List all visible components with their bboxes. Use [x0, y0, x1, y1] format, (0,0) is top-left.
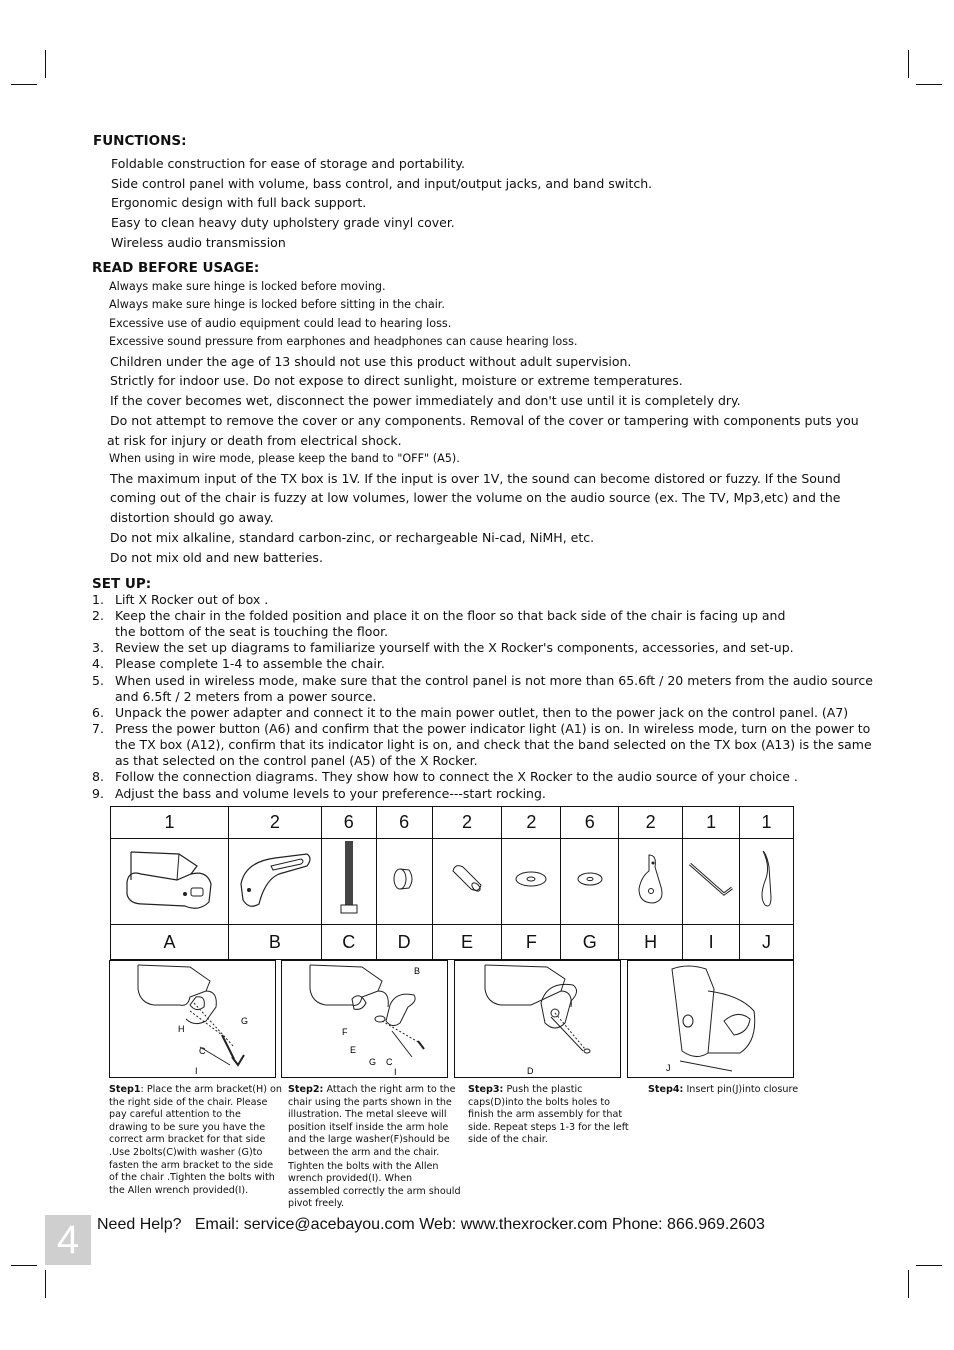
- setup-step-text: and 6.5ft / 2 meters from a power source.: [115, 689, 377, 704]
- part-quantity: 6: [561, 807, 619, 839]
- step4-illustration: [628, 961, 793, 1077]
- diagram-label: D: [527, 1066, 534, 1076]
- step4-diagram: [627, 960, 794, 1078]
- diagram-label: G: [241, 1016, 249, 1026]
- part-f-large-washer-illustration: [502, 839, 561, 925]
- setup-step-number: 9.: [92, 786, 104, 801]
- functions-item: Easy to clean heavy duty upholstery grade vinyl cover.: [111, 215, 455, 230]
- step1-illustration: [110, 961, 275, 1077]
- warning-item: Always make sure hinge is locked before moving.: [109, 280, 386, 293]
- setup-step-text: the bottom of the seat is touching the floor.: [115, 624, 389, 639]
- crop-mark: [45, 1270, 46, 1298]
- crop-mark: [916, 1265, 942, 1266]
- functions-item: Foldable construction for ease of storage and portability.: [111, 156, 466, 171]
- plastic-cap-icon: [389, 864, 419, 894]
- setup-step-number: 2.: [92, 608, 104, 623]
- caption-text: Tighten the bolts with the Allen wrench provided(I). When assembled correctly the arm should pivot freely.: [288, 1160, 461, 1210]
- setup-step-text: Adjust the bass and volume levels to your preference---start rocking.: [115, 786, 546, 801]
- crop-mark: [11, 84, 37, 85]
- setup-step-number: 5.: [92, 673, 104, 688]
- part-quantity: 2: [432, 807, 502, 839]
- allen-wrench-icon: [686, 854, 736, 904]
- step1-caption: [109, 1084, 282, 1197]
- warning-item: When using in wire mode, please keep the band to "OFF" (A5).: [109, 452, 460, 465]
- functions-title: FUNCTIONS:: [93, 133, 187, 149]
- setup-step-number: 3.: [92, 640, 104, 655]
- washer-icon: [575, 870, 605, 888]
- page-number: 4: [45, 1215, 91, 1265]
- part-letter: F: [502, 925, 561, 960]
- part-letter: B: [228, 925, 321, 960]
- part-quantity: 1: [740, 807, 794, 839]
- warning-item: distortion should go away.: [110, 510, 274, 525]
- help-label: Need Help?: [97, 1216, 182, 1233]
- large-washer-icon: [513, 869, 549, 889]
- step2-illustration: [282, 961, 447, 1077]
- diagram-label: B: [414, 966, 421, 976]
- parts-illustration-row: [111, 839, 794, 925]
- crop-mark: [45, 50, 46, 78]
- part-letter: J: [740, 925, 794, 960]
- part-letter: C: [321, 925, 376, 960]
- part-letter: I: [683, 925, 740, 960]
- caption-text: Attach the right arm to the chair using the parts shown in the illustration. The metal sleeve will position itself inside the arm hole and the large washer(F)should be between the arm and the chair.: [288, 1084, 456, 1158]
- functions-item: Side control panel with volume, bass control, and input/output jacks, and band switch.: [111, 176, 653, 191]
- crop-mark: [11, 1265, 37, 1266]
- functions-item: Wireless audio transmission: [111, 235, 286, 250]
- caption-text: Push the plastic caps(D)into the bolts holes to finish the arm assembly for that side. Repeat steps 1-3 for the left side of the chair.: [468, 1084, 629, 1146]
- part-quantity: 2: [502, 807, 561, 839]
- step3-caption: [468, 1084, 638, 1147]
- part-letter: H: [619, 925, 683, 960]
- part-letter: D: [376, 925, 432, 960]
- warning-item: coming out of the chair is fuzzy at low volumes, lower the volume on the audio source (ex. The TV, Mp3,etc) and the: [110, 490, 841, 505]
- email-address[interactable]: service@acebayou.com: [243, 1216, 415, 1233]
- diagram-label: I: [394, 1067, 397, 1077]
- diagram-label: E: [350, 1045, 357, 1055]
- part-quantity: 2: [228, 807, 321, 839]
- warning-item: Children under the age of 13 should not use this product without adult supervision.: [110, 354, 632, 369]
- crop-mark: [908, 1270, 909, 1298]
- part-g-washer-illustration: [561, 839, 619, 925]
- metal-sleeve-icon: [447, 861, 487, 897]
- warning-item: If the cover becomes wet, disconnect the power immediately and don't use until it is completely dry.: [110, 393, 741, 408]
- bolt-icon: [337, 839, 361, 919]
- part-h-bracket-illustration: [619, 839, 683, 925]
- diagram-label: F: [342, 1027, 348, 1037]
- step3-illustration: [455, 961, 620, 1077]
- part-c-bolt-illustration: [321, 839, 376, 925]
- diagram-label: H: [178, 1024, 185, 1034]
- arm-bracket-icon: [631, 851, 671, 907]
- diagram-label: I: [195, 1066, 198, 1076]
- chair-base-icon: [119, 844, 219, 914]
- part-e-sleeve-illustration: [432, 839, 502, 925]
- pin-icon: [755, 847, 779, 911]
- part-quantity: 1: [111, 807, 229, 839]
- setup-step-number: 1.: [92, 592, 104, 607]
- step3-diagram: [454, 960, 621, 1078]
- diagram-label: C: [386, 1057, 393, 1067]
- read-before-title: READ BEFORE USAGE:: [92, 260, 260, 276]
- warning-item: The maximum input of the TX box is 1V. If the input is over 1V, the sound can become distored or fuzzy. If the Sound: [110, 471, 841, 486]
- diagram-label: J: [666, 1063, 671, 1073]
- setup-title: SET UP:: [92, 576, 152, 592]
- setup-step-text: as that selected on the control panel (A5) of the X Rocker.: [115, 753, 478, 768]
- warning-item: Excessive use of audio equipment could lead to hearing loss.: [109, 317, 452, 330]
- warning-item: Do not mix alkaline, standard carbon-zinc, or rechargeable Ni-cad, NiMH, etc.: [110, 530, 595, 545]
- web-label: Web:: [419, 1216, 457, 1233]
- part-b-arm-illustration: [228, 839, 321, 925]
- help-footer: [97, 1216, 765, 1234]
- setup-step-number: 7.: [92, 721, 104, 736]
- part-quantity: 1: [683, 807, 740, 839]
- part-i-allen-wrench-illustration: [683, 839, 740, 925]
- setup-step-text: Press the power button (A6) and confirm that the power indicator light (A1) is on. In wireless mode, turn on the power to: [115, 721, 871, 736]
- step4-caption: [648, 1084, 808, 1097]
- part-letter: E: [432, 925, 502, 960]
- arm-icon: [235, 844, 315, 914]
- caption-label: Step3:: [468, 1084, 504, 1095]
- caption-text: Insert pin(J)into closure: [683, 1084, 799, 1095]
- phone-label: Phone:: [611, 1216, 663, 1233]
- parts-letter-row: [111, 925, 794, 960]
- part-quantity: 6: [321, 807, 376, 839]
- part-quantity: 6: [376, 807, 432, 839]
- setup-step-text: Please complete 1-4 to assemble the chair.: [115, 656, 385, 671]
- caption-label: Step1: [109, 1084, 141, 1095]
- setup-step-text: Unpack the power adapter and connect it to the main power outlet, then to the power jack on the control panel. (A7): [115, 705, 849, 720]
- setup-step-number: 4.: [92, 656, 104, 671]
- setup-step-text: Lift X Rocker out of box .: [115, 592, 269, 607]
- functions-item: Ergonomic design with full back support.: [111, 195, 367, 210]
- part-j-pin-illustration: [740, 839, 794, 925]
- setup-step-text: Keep the chair in the folded position and place it on the floor so that back side of the chair is facing up and: [115, 608, 786, 623]
- diagram-label: G: [369, 1057, 377, 1067]
- warning-item: at risk for injury or death from electrical shock.: [107, 433, 402, 448]
- setup-step-text: the TX box (A12), confirm that its indicator light is on, and check that the band selected on the TX box (A13) is the same: [115, 737, 872, 752]
- email-label: Email:: [194, 1216, 240, 1233]
- step1-diagram: [109, 960, 276, 1078]
- setup-step-text: Follow the connection diagrams. They show how to connect the X Rocker to the audio source of your choice .: [115, 769, 798, 784]
- setup-step-text: Review the set up diagrams to familiarize yourself with the X Rocker's components, accessories, and set-up.: [115, 640, 794, 655]
- part-d-cap-illustration: [376, 839, 432, 925]
- warning-item: Always make sure hinge is locked before sitting in the chair.: [109, 298, 445, 311]
- caption-text: : Place the arm bracket(H) on the right side of the chair. Please pay careful attention to the drawing to be sure you have the correct arm bracket for that side .Use 2bolts(C)with washer (G)to fasten the arm bracket to the side of the chair .Tighten the bolts with the Allen wrench provided(I).: [109, 1084, 282, 1196]
- caption-label: Step2:: [288, 1084, 324, 1095]
- part-a-seat-illustration: [111, 839, 229, 925]
- warning-item: Do not attempt to remove the cover or any components. Removal of the cover or tampering with components puts you: [110, 413, 859, 428]
- warning-item: Strictly for indoor use. Do not expose to direct sunlight, moisture or extreme temperatures.: [110, 373, 683, 388]
- setup-step-text: When used in wireless mode, make sure that the control panel is not more than 65.6ft / 20 meters from the audio source: [115, 673, 873, 688]
- part-quantity: 2: [619, 807, 683, 839]
- crop-mark: [916, 84, 942, 85]
- step2-diagram: [281, 960, 448, 1078]
- part-letter: A: [111, 925, 229, 960]
- phone-number: 866.969.2603: [667, 1216, 765, 1233]
- crop-mark: [908, 50, 909, 78]
- part-letter: G: [561, 925, 619, 960]
- diagram-label: C: [199, 1046, 206, 1056]
- caption-label: Step4:: [648, 1084, 684, 1095]
- warning-item: Do not mix old and new batteries.: [110, 550, 323, 565]
- parts-table: [110, 806, 794, 960]
- web-address[interactable]: www.thexrocker.com: [460, 1216, 608, 1233]
- parts-quantity-row: [111, 807, 794, 839]
- setup-step-number: 8.: [92, 769, 104, 784]
- setup-step-number: 6.: [92, 705, 104, 720]
- warning-item: Excessive sound pressure from earphones and headphones can cause hearing loss.: [109, 335, 578, 348]
- step2-caption: [288, 1084, 463, 1211]
